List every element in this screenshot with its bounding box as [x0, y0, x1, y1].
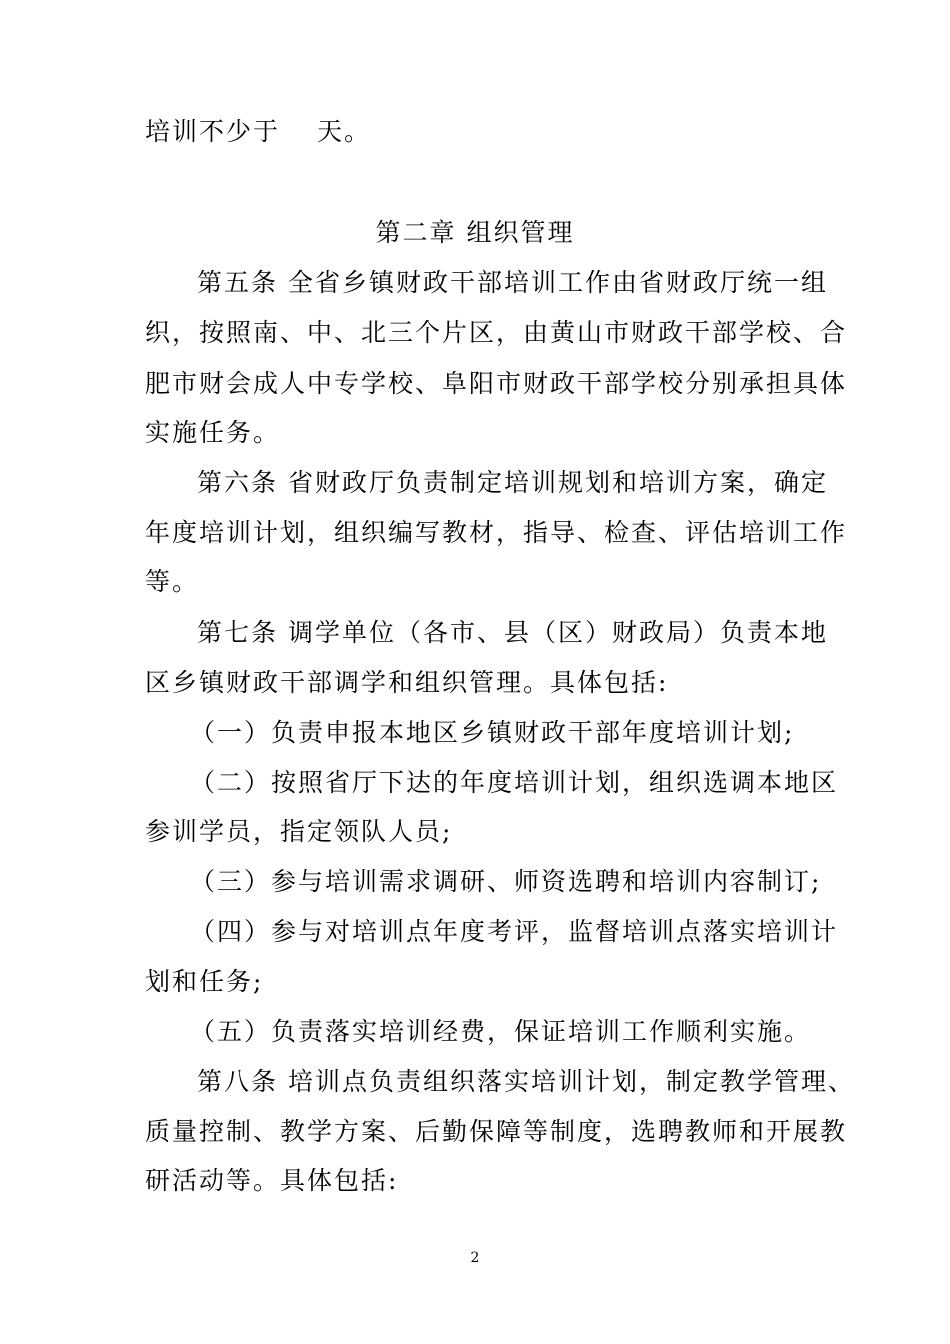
text-line-3: 第五条 全省乡镇财政干部培训工作由省财政厅统一组 — [197, 268, 828, 297]
text-line-20: 质量控制、教学方案、后勤保障等制度，选聘教师和开展教 — [145, 1117, 848, 1146]
text-line-18: （五）负责落实培训经费，保证培训工作顺利实施。 — [190, 1017, 812, 1046]
text-line-6: 实施任务。 — [145, 418, 281, 447]
text-line-14: 参训学员，指定领队人员; — [145, 817, 453, 846]
text-line-1: 培训不少于 天。 — [145, 117, 371, 146]
text-line-7: 第六条 省财政厅负责制定培训规划和培训方案，确定 — [197, 468, 828, 497]
text-line-16: （四）参与对培训点年度考评，监督培训点落实培训计 — [190, 917, 839, 946]
text-line-5: 肥市财会成人中专学校、阜阳市财政干部学校分别承担具体 — [145, 369, 848, 398]
text-line-17: 划和任务; — [145, 967, 264, 996]
text-line-21: 研活动等。具体包括: — [145, 1166, 399, 1195]
text-line-8: 年度培训计划，组织编写教材，指导、检查、评估培训工作 — [145, 518, 848, 547]
page-number: 2 — [470, 1250, 480, 1266]
text-line-10: 第七条 调学单位（各市、县（区）财政局）负责本地 — [197, 618, 828, 647]
text-line-13: （二）按照省厅下达的年度培训计划，组织选调本地区 — [190, 768, 839, 797]
text-line-11: 区乡镇财政干部调学和组织管理。具体包括: — [145, 668, 669, 697]
text-line-4: 织，按照南、中、北三个片区，由黄山市财政干部学校、合 — [145, 318, 848, 347]
text-line-19: 第八条 培训点负责组织落实培训计划，制定教学管理、 — [197, 1067, 855, 1096]
text-line-15: （三）参与培训需求调研、师资选聘和培训内容制订; — [190, 867, 822, 896]
text-line-9: 等。 — [145, 567, 200, 596]
chapter-heading: 第二章 组织管理 — [375, 218, 575, 247]
text-line-12: （一）负责申报本地区乡镇财政干部年度培训计划; — [190, 718, 795, 747]
